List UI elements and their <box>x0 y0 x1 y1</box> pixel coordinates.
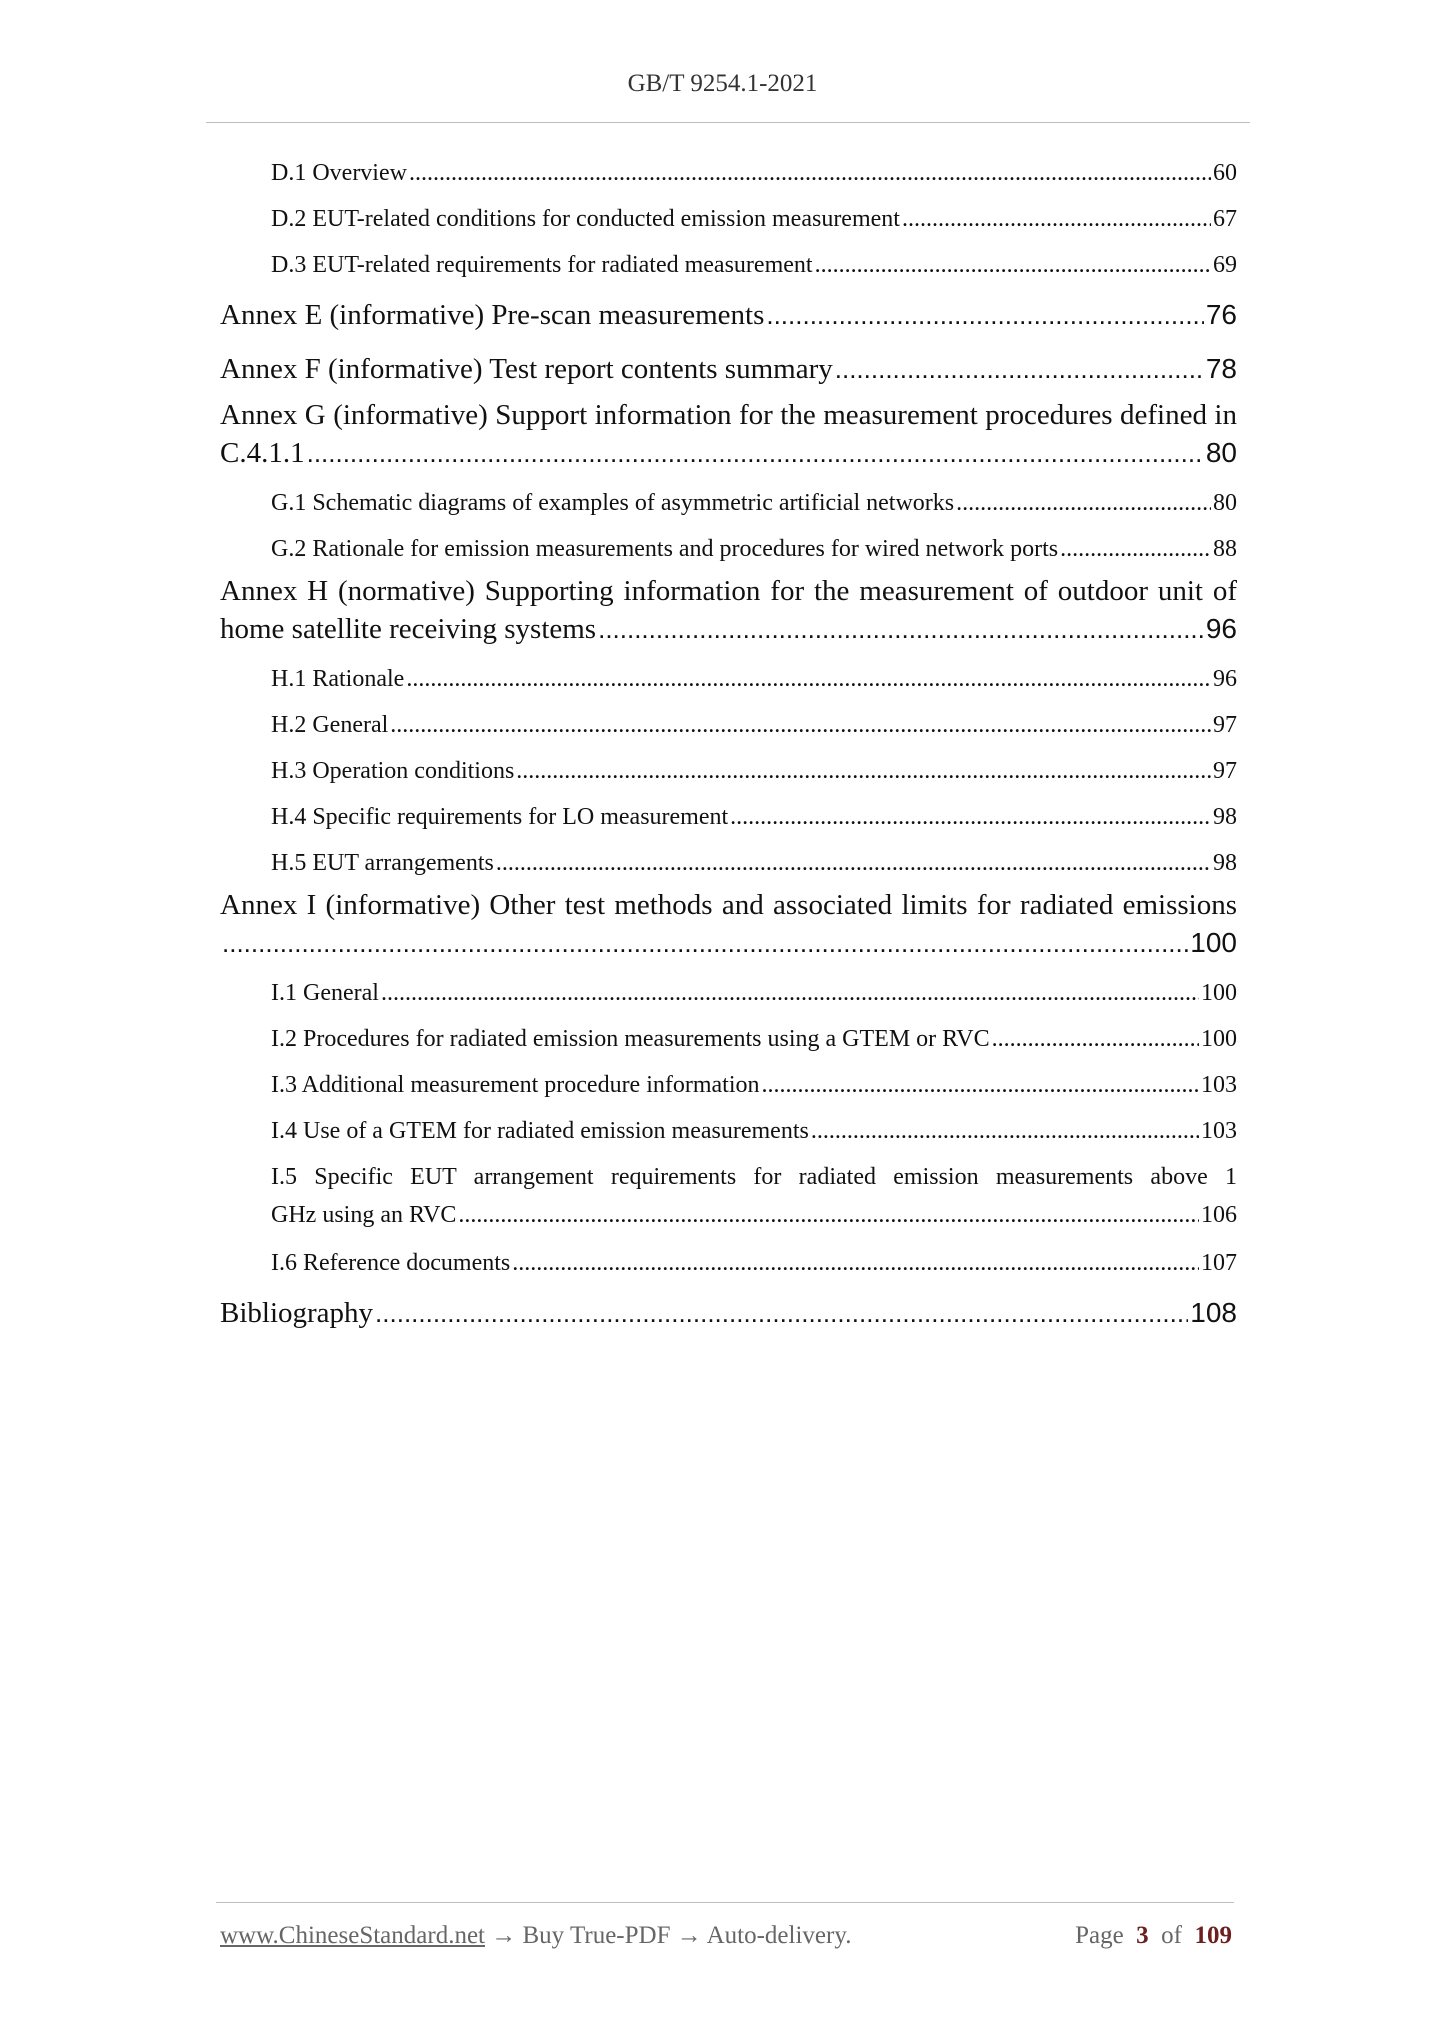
toc-entry-title: I.6 Reference documents <box>271 1250 511 1276</box>
toc-page-number: 88 <box>1213 536 1237 562</box>
toc-entry[interactable] <box>220 434 1237 472</box>
toc-page-number: 80 <box>1205 437 1237 468</box>
toc-page-number: 76 <box>1205 299 1237 330</box>
toc-page-number: 97 <box>1213 758 1237 784</box>
toc-entry[interactable] <box>220 610 1237 648</box>
toc-entry[interactable] <box>220 196 1237 242</box>
toc-entry[interactable] <box>271 1196 1237 1234</box>
dot-leader <box>375 1286 1188 1340</box>
toc-page-number: 69 <box>1213 252 1237 278</box>
toc-entry-title: H.5 EUT arrangements <box>271 850 494 876</box>
toc-entry-title-line1: Annex I (informative) Other test methods and associated limits for radiated emissions <box>220 889 1237 921</box>
toc-entry-title: H.1 Rationale <box>271 666 405 692</box>
dot-leader <box>815 242 1211 288</box>
footer-divider <box>216 1902 1234 1903</box>
toc-entry-title: home satellite receiving systems <box>220 613 597 645</box>
page-footer <box>220 1922 1232 1950</box>
toc-entry[interactable] <box>220 342 1237 396</box>
toc-entry-title: G.1 Schematic diagrams of examples of asymmetric artificial networks <box>271 490 955 516</box>
toc-entry-title: GHz using an RVC <box>271 1202 457 1228</box>
header-divider <box>206 122 1250 123</box>
toc-page-number: 80 <box>1213 490 1237 516</box>
table-of-contents <box>220 150 1237 1340</box>
toc-page-number: 100 <box>1190 927 1237 958</box>
dot-leader <box>458 1196 1199 1234</box>
toc-page-number: 100 <box>1201 1026 1237 1052</box>
dot-leader <box>406 656 1211 702</box>
dot-leader <box>409 150 1211 196</box>
toc-page-number: 60 <box>1213 160 1237 186</box>
page-indicator <box>1075 1922 1232 1950</box>
dot-leader <box>811 1108 1199 1154</box>
toc-entry-title: H.2 General <box>271 712 389 738</box>
total-pages: 109 <box>1194 1922 1232 1949</box>
footer-tagline: → Buy True-PDF → Auto-delivery. <box>485 1922 852 1949</box>
toc-entry-title-line1: Annex G (informative) Support information for the measurement procedures defined in <box>220 399 1237 431</box>
toc-entry[interactable] <box>220 1108 1237 1154</box>
toc-page-number: 98 <box>1213 850 1237 876</box>
toc-entry[interactable] <box>220 702 1237 748</box>
toc-entry-title: Bibliography <box>220 1297 374 1329</box>
footer-promo <box>220 1922 851 1950</box>
toc-entry[interactable] <box>220 1240 1237 1286</box>
toc-entry-title: Annex F (informative) Test report contents summary <box>220 353 833 385</box>
page-label: Page <box>1075 1922 1124 1949</box>
toc-entry-title: C.4.1.1 <box>220 437 305 469</box>
toc-page-number: 103 <box>1201 1072 1237 1098</box>
toc-entry-title: H.3 Operation conditions <box>271 758 515 784</box>
dot-leader <box>598 610 1204 648</box>
dot-leader <box>307 434 1204 472</box>
toc-page-number: 108 <box>1190 1297 1237 1328</box>
toc-entry[interactable] <box>220 970 1237 1016</box>
toc-entry[interactable] <box>220 150 1237 196</box>
toc-entry[interactable] <box>220 1062 1237 1108</box>
toc-entry[interactable] <box>220 480 1237 526</box>
toc-entry[interactable] <box>220 748 1237 794</box>
dot-leader <box>222 924 1188 962</box>
dot-leader <box>512 1240 1199 1286</box>
toc-page-number: 103 <box>1201 1118 1237 1144</box>
toc-entry-title: D.3 EUT-related requirements for radiated measurement <box>271 252 813 278</box>
toc-entry-title: Annex E (informative) Pre-scan measurements <box>220 299 765 331</box>
toc-entry-title: I.4 Use of a GTEM for radiated emission measurements <box>271 1118 809 1144</box>
toc-entry[interactable] <box>220 794 1237 840</box>
dot-leader <box>835 342 1204 396</box>
toc-page-number: 106 <box>1201 1202 1237 1228</box>
toc-page-number: 97 <box>1213 712 1237 738</box>
toc-entry-title: I.1 General <box>271 980 379 1006</box>
toc-entry-wrapped[interactable] <box>220 886 1237 970</box>
dot-leader <box>1060 526 1211 572</box>
dot-leader <box>766 288 1203 342</box>
site-link[interactable]: www.ChineseStandard.net <box>220 1922 485 1949</box>
toc-entry-wrapped[interactable] <box>220 396 1237 480</box>
dot-leader <box>902 196 1211 242</box>
dot-leader <box>730 794 1211 840</box>
current-page: 3 <box>1136 1922 1149 1949</box>
dot-leader <box>516 748 1211 794</box>
running-header: GB/T 9254.1-2021 <box>627 70 818 97</box>
toc-entry-title: I.2 Procedures for radiated emission measurements using a GTEM or RVC <box>271 1026 990 1052</box>
of-label: of <box>1161 1922 1182 1949</box>
toc-entry-title: G.2 Rationale for emission measurements and procedures for wired network ports <box>271 536 1059 562</box>
toc-page-number: 67 <box>1213 206 1237 232</box>
toc-page-number: 100 <box>1201 980 1237 1006</box>
toc-entry[interactable] <box>220 242 1237 288</box>
toc-entry-title: H.4 Specific requirements for LO measurement <box>271 804 729 830</box>
toc-entry-title: D.1 Overview <box>271 160 407 186</box>
dot-leader <box>381 970 1199 1016</box>
toc-entry-title-line1: I.5 Specific EUT arrangement requirements for radiated emission measurements above 1 <box>271 1164 1237 1190</box>
toc-entry[interactable] <box>220 288 1237 342</box>
dot-leader <box>762 1062 1199 1108</box>
toc-entry-title-line1: Annex H (normative) Supporting information for the measurement of outdoor unit of <box>220 575 1237 607</box>
toc-page-number: 107 <box>1201 1250 1237 1276</box>
toc-entry-title: I.3 Additional measurement procedure information <box>271 1072 760 1098</box>
dot-leader <box>992 1016 1199 1062</box>
dot-leader <box>390 702 1211 748</box>
toc-page-number: 96 <box>1205 613 1237 644</box>
toc-page-number: 78 <box>1205 353 1237 384</box>
toc-entry[interactable] <box>220 840 1237 886</box>
toc-entry[interactable] <box>220 526 1237 572</box>
dot-leader <box>956 480 1211 526</box>
toc-page-number: 98 <box>1213 804 1237 830</box>
toc-entry-title: D.2 EUT-related conditions for conducted emission measurement <box>271 206 900 232</box>
toc-entry-wrapped[interactable] <box>220 572 1237 656</box>
toc-entry[interactable] <box>220 1016 1237 1062</box>
toc-page-number: 96 <box>1213 666 1237 692</box>
toc-entry-wrapped[interactable] <box>220 1154 1237 1240</box>
dot-leader <box>496 840 1211 886</box>
toc-entry[interactable] <box>220 1286 1237 1340</box>
toc-entry[interactable] <box>220 656 1237 702</box>
toc-entry[interactable] <box>220 924 1237 962</box>
